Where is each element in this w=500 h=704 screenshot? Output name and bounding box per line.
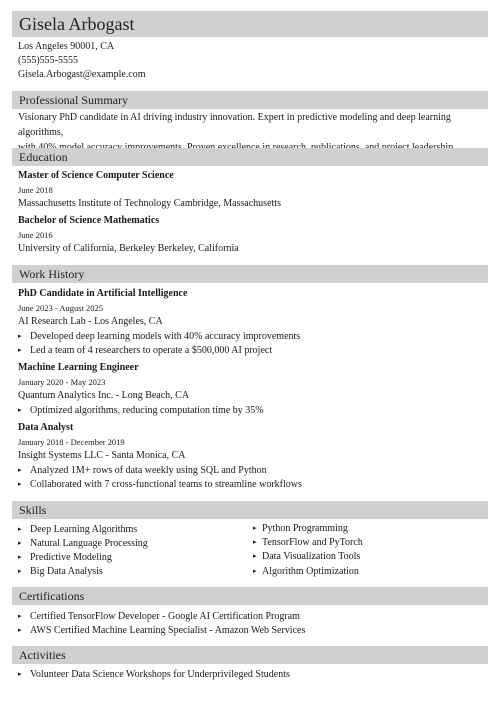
skill-item: ▸ Data Visualization Tools [253, 551, 361, 562]
list-item: ▸ Developed deep learning models with 40% accuracy improvements [18, 331, 301, 342]
job-company: AI Research Lab - Los Angeles, CA [18, 316, 163, 327]
bullet-icon: ▸ [253, 552, 257, 560]
bullet-icon: ▸ [18, 670, 22, 678]
phone: (555)555-5555 [18, 55, 78, 66]
bullet-icon: ▸ [18, 612, 22, 620]
bullet-icon: ▸ [253, 567, 257, 575]
skill-item: ▸ Big Data Analysis [18, 566, 103, 577]
job-company: Quantum Analytics Inc. - Long Beach, CA [18, 390, 190, 401]
work-section-header [12, 265, 488, 283]
degree-date: June 2016 [18, 230, 53, 240]
section-title: Activities [19, 648, 66, 662]
list-item: ▸ Optimized algorithms, reducing computation time by 35% [18, 405, 264, 416]
job-title: Data Analyst [18, 422, 74, 433]
job-dates: January 2020 - May 2023 [18, 377, 106, 387]
section-title: Certifications [19, 589, 85, 603]
section-title: Work History [19, 267, 85, 281]
bullet-icon: ▸ [18, 480, 22, 488]
bullet-icon: ▸ [18, 626, 22, 634]
skill-item: ▸ TensorFlow and PyTorch [253, 537, 363, 548]
skill-item: ▸ Python Programming [253, 523, 348, 534]
bullet-icon: ▸ [18, 553, 22, 561]
skill-item: ▸ Algorithm Optimization [253, 566, 359, 577]
list-item: ▸ Led a team of 4 researchers to operate a $500,000 AI project [18, 345, 273, 356]
bullet-icon: ▸ [18, 332, 22, 340]
bullet-icon: ▸ [18, 466, 22, 474]
bullet-icon: ▸ [18, 539, 22, 547]
job-title: PhD Candidate in Artificial Intelligence [18, 288, 188, 299]
list-item: ▸ Certified TensorFlow Developer - Google AI Certification Program [18, 611, 300, 622]
email[interactable]: Gisela.Arbogast@example.com [18, 69, 146, 80]
bullet-icon: ▸ [253, 524, 257, 532]
bullet-icon: ▸ [18, 525, 22, 533]
list-item: ▸ AWS Certified Machine Learning Specialist - Amazon Web Services [18, 625, 306, 636]
job-dates: June 2023 - August 2025 [18, 303, 103, 313]
school-name: University of California, Berkeley Berkeley, California [18, 243, 239, 254]
degree-date: June 2018 [18, 185, 53, 195]
bullet-icon: ▸ [18, 567, 22, 575]
section-title: Professional Summary [19, 93, 128, 107]
address: Los Angeles 90001, CA [18, 41, 115, 52]
candidate-name: Gisela Arbogast [19, 14, 135, 34]
list-item: ▸ Analyzed 1M+ rows of data weekly using SQL and Python [18, 465, 267, 476]
degree-title: Bachelor of Science Mathematics [18, 215, 160, 226]
section-title: Education [19, 150, 68, 164]
bullet-icon: ▸ [253, 538, 257, 546]
activities-section-header [12, 646, 488, 664]
skill-item: ▸ Natural Language Processing [18, 538, 148, 549]
list-item: ▸ Collaborated with 7 cross-functional teams to streamline workflows [18, 479, 302, 490]
certifications-section-header [12, 587, 488, 605]
summary-section-header [12, 91, 488, 109]
education-section-header [12, 148, 488, 166]
skill-item: ▸ Predictive Modeling [18, 552, 112, 563]
job-title: Machine Learning Engineer [18, 362, 139, 373]
skill-item: ▸ Deep Learning Algorithms [18, 524, 138, 535]
job-dates: January 2018 - December 2019 [18, 437, 125, 447]
degree-title: Master of Science Computer Science [18, 170, 174, 181]
job-company: Insight Systems LLC - Santa Monica, CA [18, 450, 186, 461]
list-item: ▸ Volunteer Data Science Workshops for Underprivileged Students [18, 669, 290, 680]
section-title: Skills [19, 503, 47, 517]
school-name: Massachusetts Institute of Technology Cambridge, Massachusetts [18, 198, 281, 209]
bullet-icon: ▸ [18, 406, 22, 414]
summary-line: Visionary PhD candidate in AI driving industry innovation. Expert in predictive modeling and deep learning algorithms, [18, 112, 451, 138]
skills-section-header [12, 501, 488, 519]
name-header [12, 11, 488, 37]
bullet-icon: ▸ [18, 346, 22, 354]
